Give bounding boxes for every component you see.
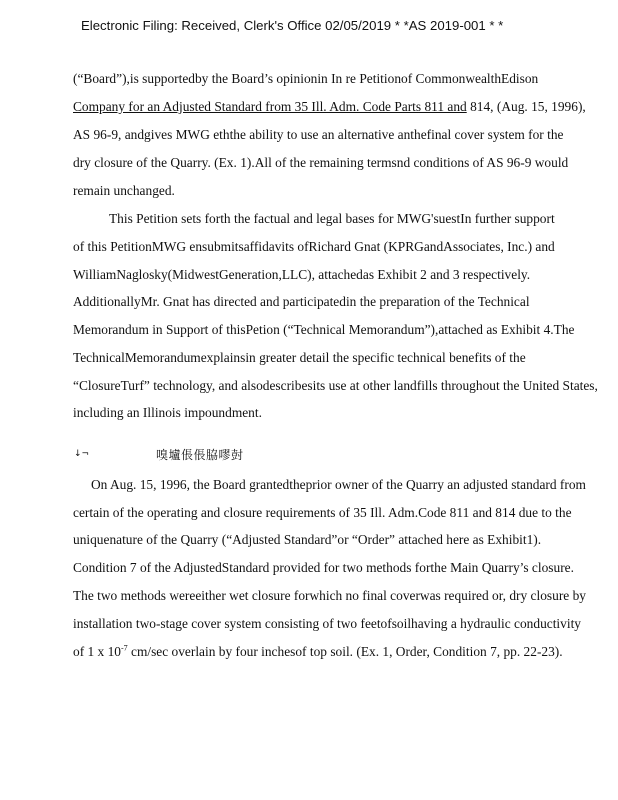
heading-marker: ↓¬ <box>74 449 90 459</box>
para3-line7-rest: cm/sec overlain by four inchesof top soil. (Ex. 1, Order, Condition 7, pp. 22-23). <box>127 644 563 659</box>
para1-line4: dry closure of the Quarry. (Ex. 1).All of the remaining termsnd conditions of AS 96-9 would <box>73 155 569 170</box>
para2-line8: including an Illinois impoundment. <box>73 405 262 420</box>
para1-line5: remain unchanged. <box>73 183 175 198</box>
para2-line2: of this PetitionMWG ensubmitsaffidavits ofRichard Gnat (KPRGandAssociates, Inc.) and <box>73 239 555 254</box>
para3-line3: uniquenature of the Quarry (“Adjusted Standard”or “Order” attached here as Exhibit1). <box>73 532 542 547</box>
para1-line1: (“Board”),is supportedby the Board’s opinionin In re Petitionof CommonwealthEdison <box>73 71 539 86</box>
para3-line1: On Aug. 15, 1996, the Board grantedtheprior owner of the Quarry an adjusted standard from <box>91 477 586 492</box>
section-heading: 嗅壚倀倀脇嘐尌 <box>156 448 244 462</box>
para2-line4: AdditionallyMr. Gnat has directed and participatedin the preparation of the Technical <box>73 294 530 309</box>
citation-date: 814, (Aug. 15, 1996), <box>466 99 586 114</box>
para3-line6: installation two-stage cover system consisting of two feetofsoilhaving a hydraulic conductivity <box>73 616 581 631</box>
para2-line3: WilliamNaglosky(MidwestGeneration,LLC), attachedas Exhibit 2 and 3 respectively. <box>73 267 531 282</box>
para3-line7 <box>73 644 563 660</box>
para2-line5: Memorandum in Support of thisPetion (“Technical Memorandum”),attached as Exhibit 4.The <box>73 322 575 337</box>
exponent: -7 <box>120 643 128 653</box>
para2-line7: “ClosureTurf” technology, and alsodescribesits use at other landfills throughout the United States, <box>73 378 598 393</box>
para3-line4: Condition 7 of the AdjustedStandard provided for two methods forthe Main Quarry’s closure. <box>73 560 574 575</box>
para2-line1: This Petition sets forth the factual and legal bases for MWG'suestIn further support <box>109 211 555 226</box>
conductivity-value: of 1 x 10 <box>73 644 121 659</box>
para1-line3: AS 96-9, andgives MWG eththe ability to use an alternative anthefinal cover system for the <box>73 127 564 142</box>
para3-line5: The two methods wereeither wet closure forwhich no final coverwas required or, dry closure by <box>73 588 586 603</box>
para1-line2 <box>73 99 586 115</box>
para2-line6: TechnicalMemorandumexplainsin greater detail the specific technical benefits of the <box>73 350 526 365</box>
case-citation: Company for an Adjusted Standard from 35 Ill. Adm. Code Parts 811 and <box>73 99 467 114</box>
filing-header: Electronic Filing: Received, Clerk's Office 02/05/2019 * *AS 2019-001 * * <box>81 18 504 33</box>
para3-line2: certain of the operating and closure requirements of 35 Ill. Adm.Code 811 and 814 due to the <box>73 505 572 520</box>
